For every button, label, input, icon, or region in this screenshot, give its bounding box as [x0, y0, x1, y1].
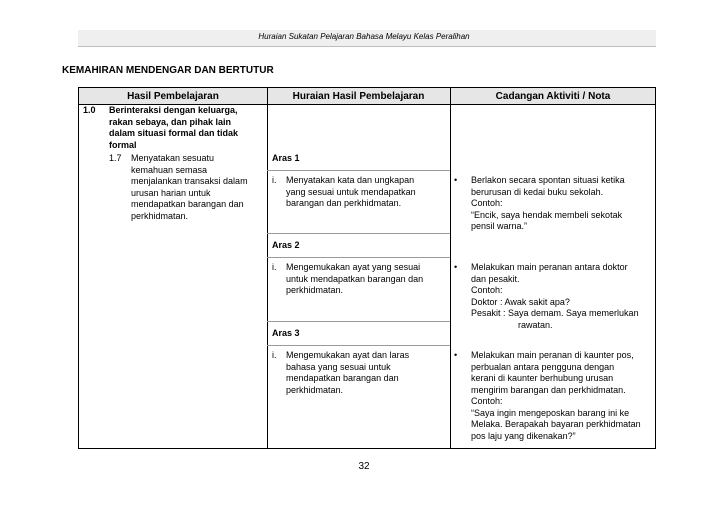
column-divider [267, 88, 268, 448]
level-3-activity: Melakukan main peranan di kaunter pos, perbualan antara pengguna dengan kerani di kaunter berhubung urusan mengirim barangan dan perkhidmatan. Contoh: “Saya ingin mengeposkan barang ini ke Melaka. Berapakah bayaran perkhidmatan pos laju yang dikenakan?” [471, 350, 641, 441]
level-2-activity: Melakukan main peranan antara doktor dan pesakit. Contoh: Doktor : Awak sakit apa? Pesakit : Saya demam. Saya memerlukan rawatan. [471, 262, 639, 330]
section-title: KEMAHIRAN MENDENGAR DAN BERTUTUR [62, 65, 274, 76]
level-3-marker: i. [272, 350, 277, 360]
syllabus-table [78, 87, 656, 449]
level-divider [267, 170, 450, 171]
level-divider [267, 233, 450, 234]
level-divider [267, 345, 450, 346]
level-3-label: Aras 3 [272, 328, 300, 338]
level-2-marker: i. [272, 262, 277, 272]
level-3-description: Mengemukakan ayat dan laras bahasa yang sesuai untuk mendapatkan barangan dan perkhidmatan. [286, 350, 410, 395]
level-divider [267, 257, 450, 258]
bullet-icon: • [454, 262, 458, 272]
sub-outcome-number: 1.7 [109, 153, 122, 163]
level-1-activity: Berlakon secara spontan situasi ketika berurusan di kedai buku sekolah. Contoh: “Encik, saya hendak membeli sekotak pensil warna.” [471, 175, 625, 231]
level-1-label: Aras 1 [272, 153, 300, 163]
column-header-hasil: Hasil Pembelajaran [127, 91, 219, 102]
column-divider [450, 88, 451, 448]
column-header-aktiviti: Cadangan Aktiviti / Nota [495, 91, 611, 102]
bullet-icon: • [454, 350, 458, 360]
running-header-title: Huraian Sukatan Pelajaran Bahasa Melayu Kelas Peralihan [258, 32, 470, 41]
outcome-text: Berinteraksi dengan keluarga, rakan sebaya, dan pihak lain dalam situasi formal dan tidak formal [109, 105, 239, 150]
column-header-huraian: Huraian Hasil Pembelajaran [292, 91, 425, 102]
level-2-description: Mengemukakan ayat yang sesuai untuk mendapatkan barangan dan perkhidmatan. [286, 262, 424, 295]
bullet-icon: • [454, 175, 458, 185]
page-number: 32 [358, 461, 370, 472]
level-divider [267, 321, 450, 322]
outcome-number: 1.0 [83, 105, 96, 115]
level-2-label: Aras 2 [272, 240, 300, 250]
sub-outcome-text: Menyatakan sesuatu kemahuan semasa menjalankan transaksi dalam urusan harian untuk mendapatkan barangan dan perkhidmatan. [131, 153, 248, 221]
level-1-description: Menyatakan kata dan ungkapan yang sesuai untuk mendapatkan barangan dan perkhidmatan. [286, 175, 416, 208]
level-1-marker: i. [272, 175, 277, 185]
